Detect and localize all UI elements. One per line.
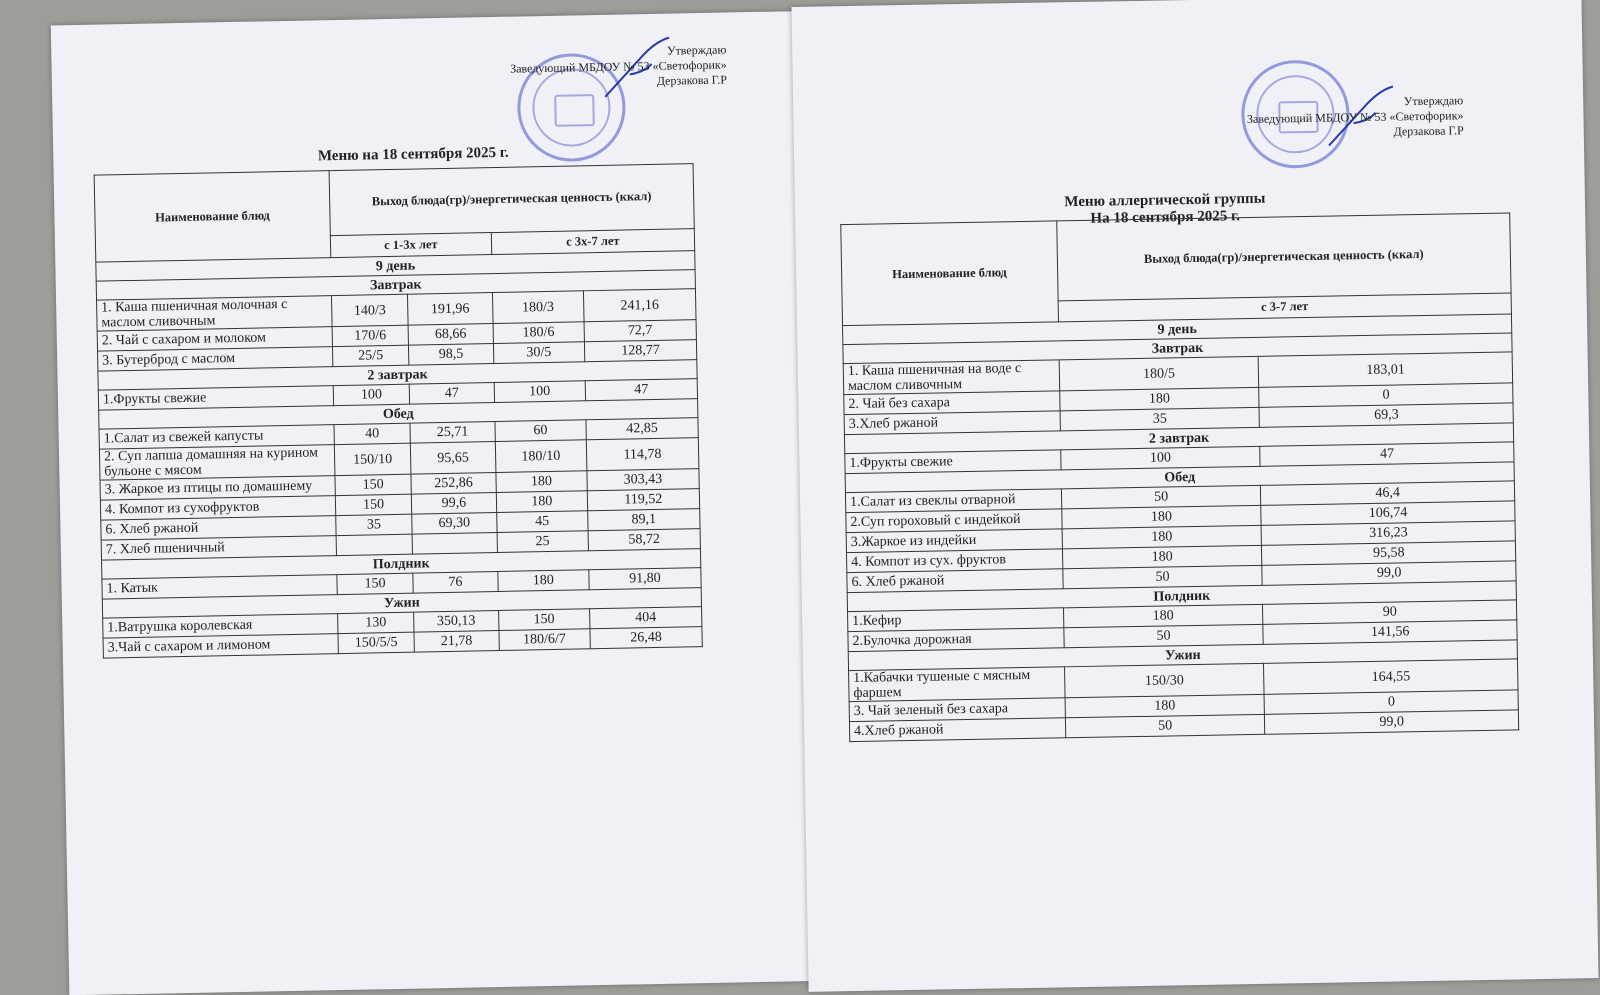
dish-name: 4. Компот из сухофруктов bbox=[100, 496, 335, 521]
cell-value: 100 bbox=[494, 381, 585, 403]
cell-value: 0 bbox=[1264, 690, 1518, 714]
dish-name: 4.Хлеб ржаной bbox=[849, 718, 1065, 742]
cell-value: 180 bbox=[498, 570, 589, 592]
dish-name: 1.Кефир bbox=[848, 608, 1064, 632]
cell-value: 303,43 bbox=[587, 469, 700, 491]
section-breakfast: Завтрак bbox=[843, 333, 1512, 364]
cell-value: 180 bbox=[496, 471, 587, 493]
dish-name: 2. Чай с сахаром и молоком bbox=[97, 327, 332, 352]
dish-name: 3.Чай с сахаром и лимоном bbox=[103, 634, 338, 659]
cell-value: 91,80 bbox=[589, 568, 702, 590]
approval-line: Дерзакова Г.Р bbox=[656, 72, 728, 88]
cell-value: 50 bbox=[1063, 565, 1263, 588]
approval-line: Дерзакова Г.Р bbox=[1393, 123, 1464, 139]
dish-name: 2.Булочка дорожная bbox=[848, 628, 1064, 652]
approval-block bbox=[1247, 93, 1464, 142]
cell-value: 180 bbox=[1063, 604, 1263, 627]
header-dish-name: Наименование блюд bbox=[94, 171, 331, 262]
cell-value: 89,1 bbox=[587, 509, 700, 531]
cell-value: 0 bbox=[1259, 383, 1513, 407]
cell-value: 170/6 bbox=[332, 325, 409, 346]
cell-value: 46,4 bbox=[1261, 481, 1515, 505]
cell-value: 26,48 bbox=[590, 627, 703, 649]
cell-value: 114,78 bbox=[586, 438, 699, 471]
dish-name: 3. Бутерброд с маслом bbox=[98, 347, 333, 372]
menu-sheet-allergy bbox=[791, 0, 1598, 992]
cell-value: 47 bbox=[409, 383, 494, 405]
dish-name: 1. Каша пшеничная молочная с маслом сливочным bbox=[97, 296, 332, 332]
cell-value: 119,52 bbox=[587, 489, 700, 511]
cell-value: 42,85 bbox=[586, 418, 699, 440]
title-line: Меню аллергической группы bbox=[1064, 190, 1266, 211]
approval-line: Утверждаю bbox=[1403, 93, 1464, 109]
header-dish-name: Наименование блюд bbox=[841, 221, 1058, 326]
cell-value: 180/5 bbox=[1059, 356, 1259, 390]
dish-name: 3.Хлеб ржаной bbox=[844, 411, 1060, 435]
menu-table bbox=[840, 212, 1519, 742]
approval-line: Заведующий МБДОУ № 53 «Светофорик» bbox=[1246, 108, 1464, 127]
section-second-breakfast: 2 завтрак bbox=[844, 423, 1513, 454]
approval-line: Заведующий МБДОУ № 53 «Светофорик» bbox=[510, 57, 727, 76]
cell-value: 35 bbox=[1060, 407, 1260, 430]
cell-value: 72,7 bbox=[584, 320, 697, 342]
cell-value: 25,71 bbox=[410, 422, 495, 444]
approval-block bbox=[510, 43, 727, 92]
cell-value: 47 bbox=[1260, 442, 1514, 466]
cell-value: 150 bbox=[498, 609, 589, 631]
menu-table bbox=[94, 163, 703, 658]
cell-value: 58,72 bbox=[588, 529, 701, 551]
cell-value: 150/30 bbox=[1064, 663, 1264, 697]
cell-value: 180 bbox=[1062, 525, 1262, 548]
cell-value: 180/3 bbox=[492, 291, 584, 324]
section-snack: Полдник bbox=[102, 549, 701, 579]
cell-value: 69,30 bbox=[412, 513, 497, 535]
dish-name: 1. Каша пшеничная на воде с маслом сливочным bbox=[843, 360, 1059, 395]
cell-value: 180 bbox=[1065, 694, 1265, 717]
dish-name: 4. Компот из сух. фруктов bbox=[846, 549, 1062, 573]
cell-value: 128,77 bbox=[584, 340, 697, 362]
header-output: Выход блюда(гр)/энергетическая ценность (ккал) bbox=[1056, 213, 1511, 301]
cell-value: 150/10 bbox=[334, 443, 411, 475]
cell-value: 164,55 bbox=[1264, 659, 1518, 694]
section-lunch: Обед bbox=[99, 399, 698, 429]
cell-value: 180/10 bbox=[495, 440, 587, 473]
cell-value: 150/5/5 bbox=[338, 632, 415, 653]
dish-name: 3.Жаркое из индейки bbox=[846, 529, 1062, 553]
header-output: Выход блюда(гр)/энергетическая ценность (ккал) bbox=[329, 164, 694, 236]
cell-value: 30/5 bbox=[493, 342, 584, 364]
cell-value: 180/6 bbox=[493, 322, 584, 344]
cell-value: 95,65 bbox=[410, 442, 495, 475]
cell-value: 180/6/7 bbox=[499, 629, 590, 651]
menu-sheet-main bbox=[51, 11, 839, 995]
dish-name: 1.Кабачки тушеные с мясным фаршем bbox=[849, 667, 1065, 702]
cell-value: 140/3 bbox=[331, 294, 408, 326]
cell-value: 180 bbox=[1062, 545, 1262, 568]
dish-name: 3. Чай зеленый без сахара bbox=[849, 698, 1065, 722]
dish-name: 1.Фрукты свежие bbox=[845, 450, 1061, 474]
day-label: 9 день bbox=[96, 251, 695, 281]
dish-name: 1.Салат из свежей капусты bbox=[99, 425, 334, 450]
cell-value: 100 bbox=[333, 384, 410, 405]
cell-value: 76 bbox=[413, 572, 498, 594]
cell-value: 60 bbox=[495, 420, 586, 442]
section-breakfast: Завтрак bbox=[96, 270, 695, 300]
cell-value: 150 bbox=[335, 474, 412, 495]
cell-value: 241,16 bbox=[583, 289, 696, 322]
dish-name: 6. Хлеб ржаной bbox=[847, 569, 1063, 593]
cell-value bbox=[336, 534, 413, 555]
cell-value: 191,96 bbox=[408, 293, 493, 326]
cell-value: 47 bbox=[585, 379, 698, 401]
dish-name: 6. Хлеб ржаной bbox=[101, 516, 336, 541]
cell-value: 150 bbox=[337, 573, 414, 594]
header-age-3-7: с 3х-7 лет bbox=[491, 229, 695, 255]
cell-value: 98,5 bbox=[409, 344, 494, 366]
cell-value: 50 bbox=[1061, 485, 1261, 508]
cell-value: 69,3 bbox=[1259, 403, 1513, 427]
cell-value: 25/5 bbox=[332, 345, 409, 366]
cell-value bbox=[412, 533, 497, 555]
cell-value: 50 bbox=[1064, 624, 1264, 647]
cell-value: 180 bbox=[1061, 505, 1261, 528]
cell-value: 21,78 bbox=[414, 630, 499, 652]
cell-value: 316,23 bbox=[1261, 521, 1515, 545]
cell-value: 68,66 bbox=[408, 324, 493, 346]
cell-value: 130 bbox=[338, 612, 415, 633]
dish-name: 1. Катык bbox=[102, 575, 337, 600]
cell-value: 99,0 bbox=[1265, 710, 1519, 734]
section-second-breakfast: 2 завтрак bbox=[98, 360, 697, 390]
dish-name: 1.Ватрушка королевская bbox=[103, 614, 338, 639]
section-dinner: Ужин bbox=[848, 640, 1517, 671]
cell-value: 150 bbox=[335, 494, 412, 515]
approval-line: Утверждаю bbox=[666, 42, 727, 58]
cell-value: 180 bbox=[1059, 387, 1259, 410]
cell-value: 180 bbox=[496, 491, 587, 513]
cell-value: 350,13 bbox=[414, 610, 499, 632]
cell-value: 40 bbox=[334, 423, 411, 444]
cell-value: 99,0 bbox=[1262, 561, 1516, 585]
dish-name: 3. Жаркое из птицы по домашнему bbox=[100, 476, 335, 501]
dish-name: 2. Чай без сахара bbox=[844, 391, 1060, 415]
cell-value: 141,56 bbox=[1263, 620, 1517, 644]
section-dinner: Ужин bbox=[102, 588, 701, 618]
dish-name: 2. Суп лапша домашняя на курином бульоне с мясом bbox=[99, 445, 334, 481]
dish-name: 2.Суп гороховый с индейкой bbox=[846, 509, 1062, 533]
cell-value: 106,74 bbox=[1261, 501, 1515, 525]
cell-value: 25 bbox=[497, 531, 588, 553]
cell-value: 99,6 bbox=[411, 493, 496, 515]
dish-name: 1.Салат из свеклы отварной bbox=[845, 489, 1061, 513]
dish-name: 1.Фрукты свежие bbox=[98, 386, 333, 411]
cell-value: 183,01 bbox=[1259, 352, 1513, 387]
cell-value: 95,58 bbox=[1262, 541, 1516, 565]
section-lunch: Обед bbox=[845, 462, 1514, 493]
cell-value: 90 bbox=[1263, 600, 1517, 624]
cell-value: 35 bbox=[336, 514, 413, 535]
header-age-3-7: с 3-7 лет bbox=[1058, 293, 1512, 322]
cell-value: 45 bbox=[496, 511, 587, 533]
title-line: На 18 сентября 2025 г. bbox=[1090, 208, 1241, 227]
section-snack: Полдник bbox=[847, 581, 1516, 612]
cell-value: 404 bbox=[589, 607, 702, 629]
cell-value: 252,86 bbox=[411, 473, 496, 495]
cell-value: 100 bbox=[1060, 446, 1260, 469]
dish-name: 7. Хлеб пшеничный bbox=[101, 536, 336, 561]
cell-value: 50 bbox=[1065, 714, 1265, 737]
header-age-1-3: с 1-3х лет bbox=[330, 233, 491, 258]
day-label: 9 день bbox=[843, 314, 1512, 345]
page-title: Меню на 18 сентября 2025 г. bbox=[317, 144, 509, 165]
